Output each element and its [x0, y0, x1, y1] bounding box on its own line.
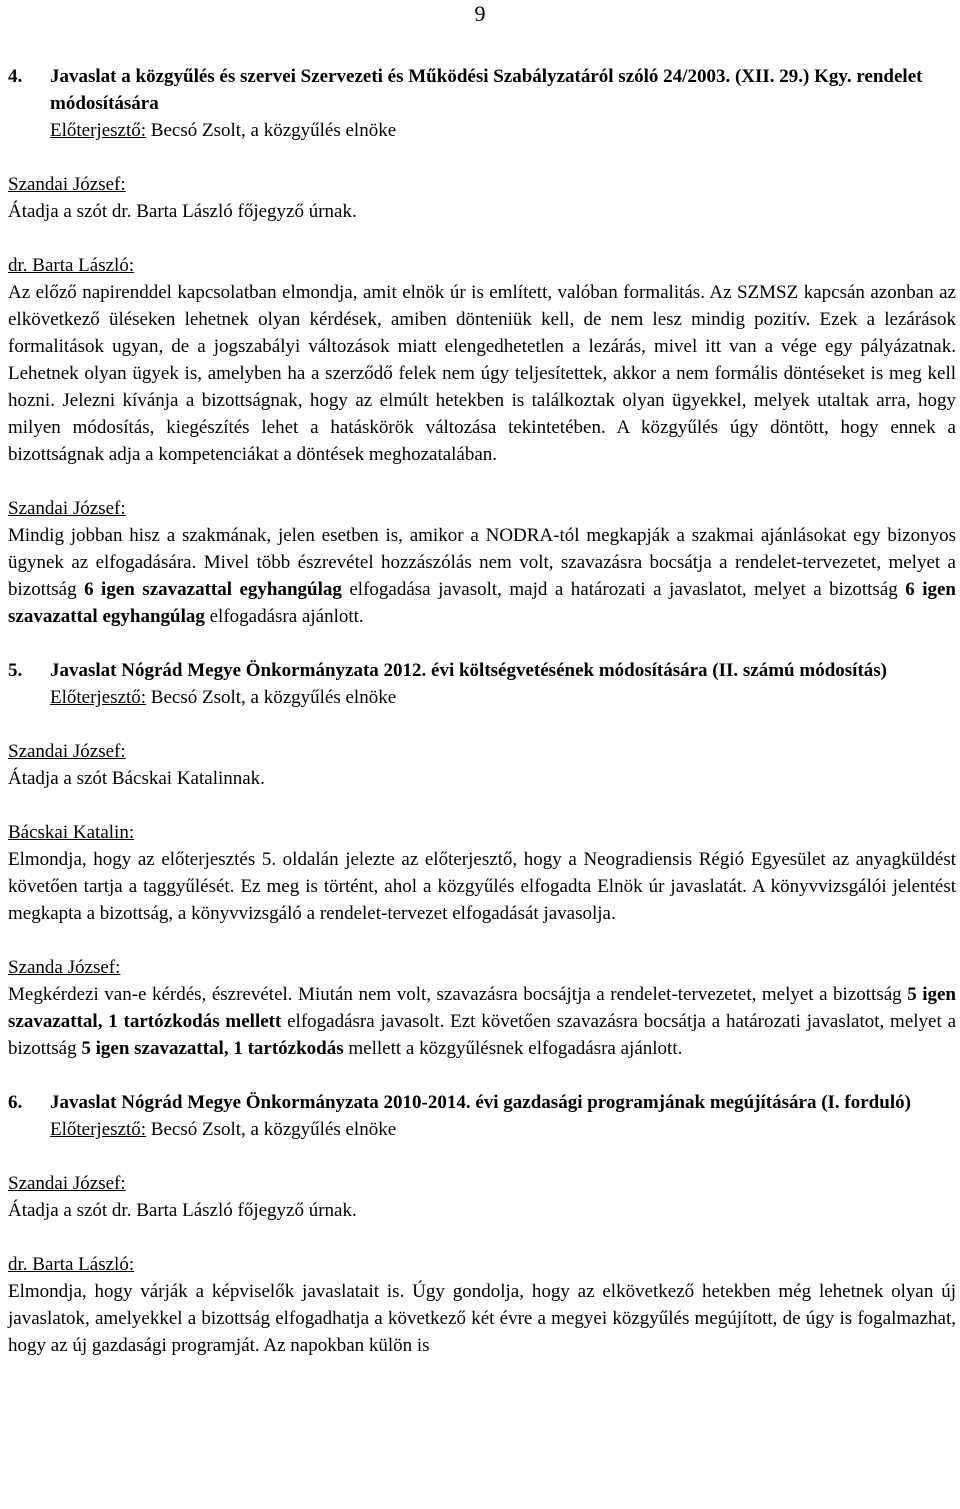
text-run: Mindig jobban hisz a szakmának, jelen esetben is, amikor a NODRA-tól megkapják a szakmai ajánlásokat egy bizonyos ügynek az elfogadására. Mivel több észrevétel hozzászólás nem volt, szavazásra bocsátja a rendelet-tervezetet, melyet a bizottság	[8, 525, 956, 600]
text-run: Megkérdezi van-e kérdés, észrevétel. Miután nem volt, szavazásra bocsájtja a rendelet-tervezetet, melyet a bizottság	[8, 984, 908, 1005]
agenda-item-5	[8, 657, 956, 1062]
presenter-label: Előterjesztő:	[50, 1119, 147, 1140]
speaker-name: Bácskai Katalin:	[8, 822, 135, 843]
presenter-line	[8, 684, 956, 711]
agenda-title: Javaslat a közgyűlés és szervei Szervezeti és Működési Szabályzatáról szóló 24/2003. (XII. 29.) Kgy. rendelet módosítására	[50, 66, 923, 114]
page-number: 9	[474, 1, 486, 26]
speaker-name: Szanda József:	[8, 957, 121, 978]
agenda-title: Javaslat Nógrád Megye Önkormányzata 2010-2014. évi gazdasági programjának megújítására (I. forduló)	[50, 1092, 911, 1113]
speech-text	[8, 981, 956, 1062]
speech-text: Elmondja, hogy az előterjesztés 5. oldalán jelezte az előterjesztő, hogy a Neogradiensis Régió Egyesület az anyagküldést követően tartja a taggyűlését. Ez meg is történt, ahol a közgyűlés elfogadta Elnök úr javaslatát. A könyvvizsgálói jelentést megkapta a bizottság, a könyvvizsgáló a rendelet-tervezet elfogadását javasolja.	[8, 849, 956, 924]
text-run: elfogadása javasolt, majd a határozati a javaslatot, melyet a bizottság	[341, 579, 906, 600]
text-run: elfogadásra javasolt. Ezt követően szavazásra bocsátja a határozati javaslatot, melyet a bizottság	[8, 1011, 956, 1059]
agenda-number: 4.	[8, 66, 23, 87]
speaker-name: Szandai József:	[8, 498, 126, 519]
vote-result: 5 igen szavazattal, 1 tartózkodás mellett	[8, 984, 956, 1032]
presenter-line	[8, 1116, 956, 1143]
speech-text: Az előző napirenddel kapcsolatban elmondja, amit elnök úr is említett, valóban formalitás. Az SZMSZ kapcsán azonban az elkövetkező üléseken lehetnek olyan kérdések, amiben dönteniük kell, de nem lesz mindig pozitív. Ezek a lezárások formalitások ugyan, de a jogszabályi változások miatt elengedhetetlen a lezárás, mivel itt van a vége egy pályázatnak. Lehetnek olyan ügyek is, amelyben ha a szerződő felek nem úgy teljesítettek, akkor a nem formális döntéseket is meg kell hozni. Jelezni kívánja a bizottságnak, hogy az elmúlt hetekben is találkoztak olyan ügyekkel, melyek utaltak arra, hogy milyen módosítás, kiegészítés lehet a hatáskörök változása tekintetében. A közgyűlés úgy döntött, hogy ennek a bizottságnak adja a kompetenciákat a döntések meghozatalában.	[8, 282, 956, 465]
speech-text: Átadja a szót dr. Barta László főjegyző úrnak.	[8, 201, 357, 222]
agenda-number: 6.	[8, 1092, 23, 1113]
agenda-number: 5.	[8, 660, 23, 681]
presenter-label: Előterjesztő:	[50, 687, 147, 708]
presenter-name: Becsó Zsolt, a közgyűlés elnöke	[146, 687, 397, 708]
agenda-heading	[8, 63, 956, 117]
presenter-name: Becsó Zsolt, a közgyűlés elnöke	[146, 120, 397, 141]
speech-text: Átadja a szót Bácskai Katalinnak.	[8, 768, 265, 789]
speaker-name: Szandai József:	[8, 1173, 126, 1194]
vote-result: 6 igen szavazattal egyhangúlag	[84, 579, 342, 600]
speaker-name: Szandai József:	[8, 741, 126, 762]
speaker-name: dr. Barta László:	[8, 1254, 135, 1275]
agenda-heading	[8, 1089, 956, 1116]
vote-result: 5 igen szavazattal, 1 tartózkodás	[81, 1038, 344, 1059]
agenda-item-4	[8, 63, 956, 630]
agenda-heading	[8, 657, 956, 684]
speaker-name: Szandai József:	[8, 174, 126, 195]
speech-text	[8, 522, 956, 630]
text-run: mellett a közgyűlésnek elfogadásra ajánlott.	[343, 1038, 683, 1059]
document-body	[8, 63, 956, 1359]
vote-result: 6 igen szavazattal egyhangúlag	[8, 579, 956, 627]
text-run: elfogadásra ajánlott.	[204, 606, 364, 627]
speech-text: Elmondja, hogy várják a képviselők javaslatait is. Úgy gondolja, hogy az elkövetkező hetekben még lehetnek olyan új javaslatok, amelyekkel a bizottság elfogadhatja a következő két évre a megyei közgyűlés megújított, de úgy is fogalmazhat, hogy az új gazdasági programját. Az napokban külön is	[8, 1281, 956, 1356]
speech-text: Átadja a szót dr. Barta László főjegyző úrnak.	[8, 1200, 357, 1221]
presenter-name: Becsó Zsolt, a közgyűlés elnöke	[146, 1119, 397, 1140]
presenter-label: Előterjesztő:	[50, 120, 147, 141]
agenda-title: Javaslat Nógrád Megye Önkormányzata 2012. évi költségvetésének módosítására (II. számú módosítás)	[50, 660, 887, 681]
speaker-name: dr. Barta László:	[8, 255, 135, 276]
agenda-item-6	[8, 1089, 956, 1359]
presenter-line	[8, 117, 956, 144]
